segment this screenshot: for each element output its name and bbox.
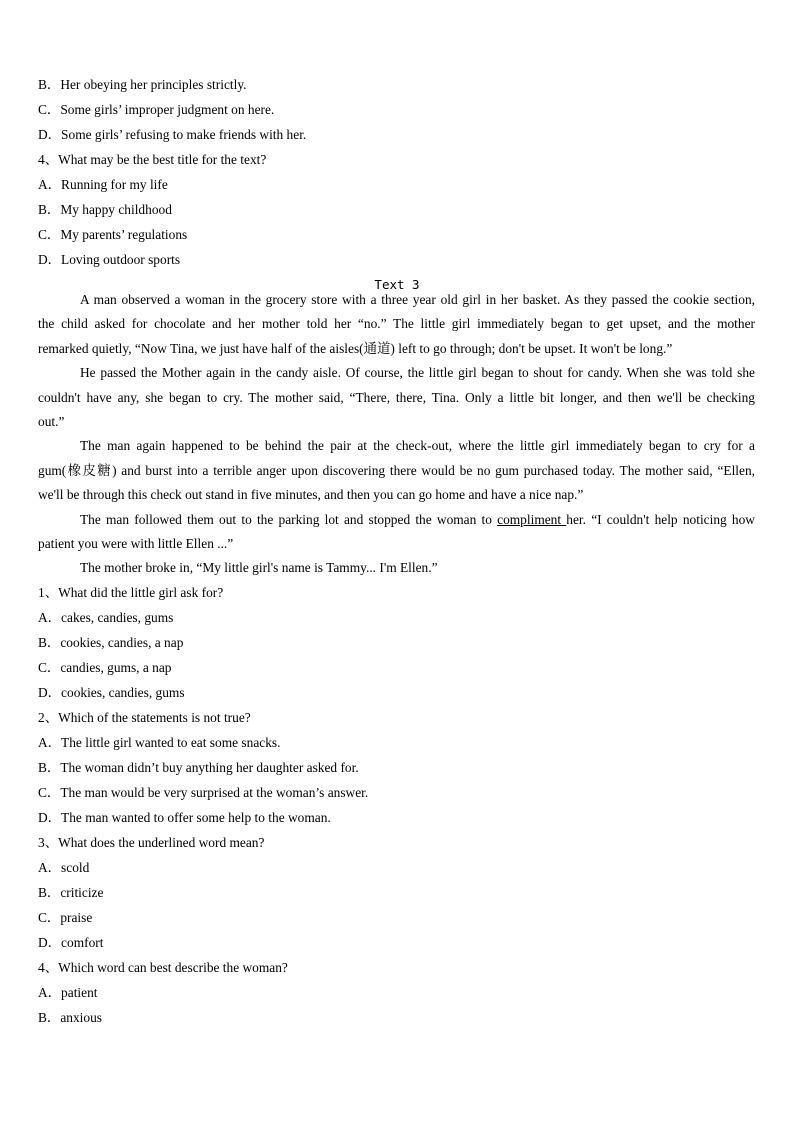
answer-option: C．My parents’ regulations (38, 227, 188, 242)
paragraph-line: The mother broke in, “My little girl's name is Tammy... I'm Ellen.” (80, 560, 438, 576)
paragraph-line: The man again happened to be behind the pair at the check-out, where the little girl immediately began to cry for a (80, 438, 755, 454)
question-stem: 2、Which of the statements is not true? (38, 710, 251, 725)
paragraph-line: couldn't have any, she began to cry. The mother said, “There, there, Tina. Only a little bit longer, and then we'll be checking (38, 389, 755, 405)
section-title: Text 3 (374, 277, 420, 292)
paragraph-line: out.” (38, 413, 65, 429)
answer-option: B．Her obeying her principles strictly. (38, 77, 247, 92)
answer-option: D．comfort (38, 935, 104, 950)
passage-text-3 (38, 288, 755, 581)
answer-option: A．Running for my life (38, 177, 168, 192)
paragraph-line: He passed the Mother again in the candy aisle. Of course, the little girl began to shout for candy. When she was told she (80, 365, 755, 381)
answer-option: B．The woman didn’t buy anything her daughter asked for. (38, 760, 359, 775)
answer-option: C．candies, gums, a nap (38, 660, 172, 675)
answer-option: A．The little girl wanted to eat some snacks. (38, 735, 281, 750)
question-stem: 1、What did the little girl ask for? (38, 585, 224, 600)
question-stem: 3、What does the underlined word mean? (38, 835, 265, 850)
question-stem: 4、Which word can best describe the woman? (38, 960, 288, 975)
text: her. “I couldn't help noticing how (566, 511, 755, 527)
answer-option: C．The man would be very surprised at the woman’s answer. (38, 785, 369, 800)
answer-option: B．anxious (38, 1010, 102, 1025)
paragraph-line (38, 508, 755, 532)
answer-option: A．scold (38, 860, 90, 875)
answer-option: C．Some girls’ improper judgment on here. (38, 102, 275, 117)
answer-option: D．Loving outdoor sports (38, 252, 181, 267)
paragraph-line: gum(橡皮糖) and burst into a terrible anger upon discovering there would be no gum purchased today. The mother said, “Ellen, (38, 462, 755, 478)
text: The man followed them out to the parking lot and stopped the woman to (80, 511, 498, 527)
answer-option: D．cookies, candies, gums (38, 685, 185, 700)
underlined-word: compliment (497, 511, 567, 527)
paragraph-line: the child asked for chocolate and her mother told her “no.” The little girl immediately began to get upset, and the mother (38, 316, 755, 332)
paragraph-line: we'll be through this check out stand in five minutes, and then you can go home and have a nice nap.” (38, 487, 584, 503)
paragraph-line: remarked quietly, “Now Tina, we just have half of the aisles(通道) left to go through; don't be upset. It won't be long.” (38, 340, 673, 356)
answer-option: B．cookies, candies, a nap (38, 635, 184, 650)
paragraph-line: A man observed a woman in the grocery store with a three year old girl in her basket. As they passed the cookie section, (80, 292, 755, 307)
question-stem: 4、What may be the best title for the text? (38, 152, 267, 167)
questions (38, 580, 755, 1030)
paragraph-line: patient you were with little Ellen ...” (38, 535, 234, 551)
previous-questions (38, 72, 755, 272)
answer-option: D．The man wanted to offer some help to the woman. (38, 810, 331, 825)
answer-option: C．praise (38, 910, 93, 925)
answer-option: A．cakes, candies, gums (38, 610, 174, 625)
answer-option: B．criticize (38, 885, 104, 900)
answer-option: A．patient (38, 985, 98, 1000)
answer-option: D．Some girls’ refusing to make friends with her. (38, 127, 307, 142)
answer-option: B．My happy childhood (38, 202, 172, 217)
